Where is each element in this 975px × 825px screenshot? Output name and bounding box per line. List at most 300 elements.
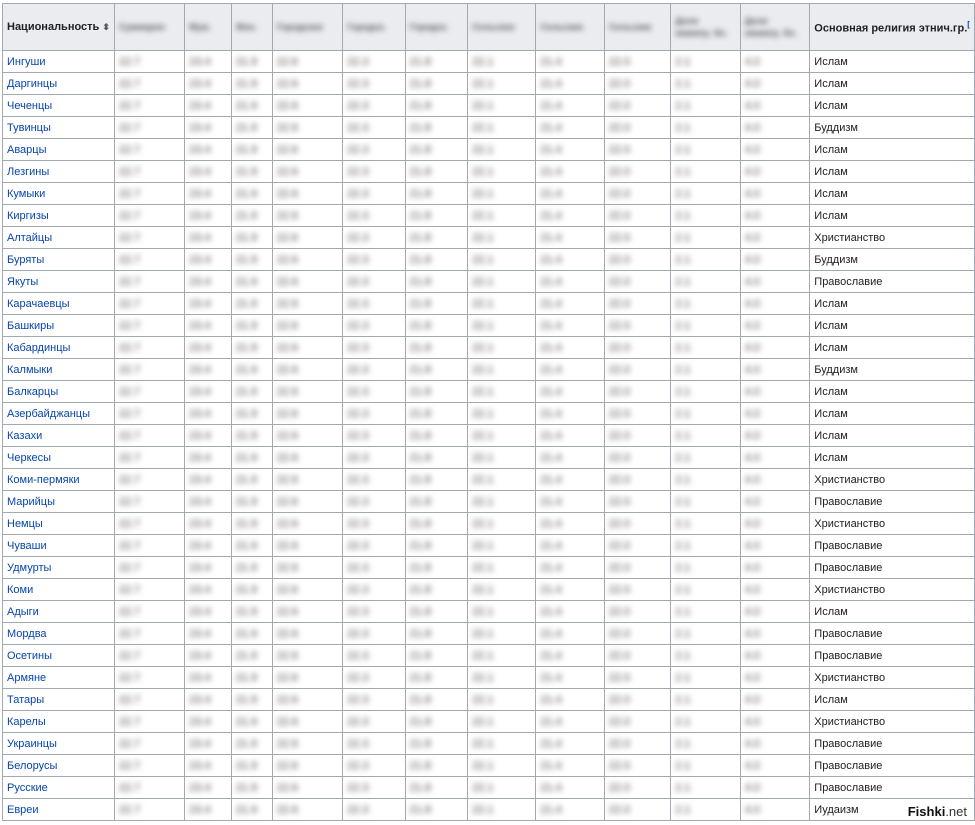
nationality-cell [3,271,115,293]
blurred-cell: 21.8 [405,337,467,359]
blurred-cell: 22.6 [272,205,342,227]
nationality-cell [3,293,115,315]
blurred-cell: 22.7 [114,315,184,337]
nationality-link[interactable]: Марийцы [7,495,56,508]
table-row [3,95,975,117]
column-header-blurred[interactable] [405,4,467,51]
blurred-cell: 2.1 [671,183,741,205]
blurred-cell: 22.0 [604,733,671,755]
blurred-cell: 4.0 [740,359,810,381]
blurred-cell: 22.6 [272,579,342,601]
nationality-cell [3,447,115,469]
blurred-cell: 22.1 [468,733,536,755]
blurred-cell: 21.9 [231,777,272,799]
blurred-cell: 22.7 [114,73,184,95]
blurred-cell: 22.1 [468,139,536,161]
blurred-cell: 21.9 [231,183,272,205]
blurred-cell: 22.0 [604,689,671,711]
blurred-cell: 22.7 [114,425,184,447]
table-row [3,777,975,799]
blurred-cell: 21.9 [231,711,272,733]
blurred-cell: 22.6 [272,667,342,689]
blurred-cell: 2.1 [671,557,741,579]
blurred-cell: 21.4 [536,205,604,227]
blurred-cell: 23.4 [185,535,231,557]
blurred-cell: 22.6 [272,557,342,579]
nationality-link[interactable]: Чеченцы [7,99,53,112]
blurred-cell: 2.1 [671,271,741,293]
blurred-cell: 22.3 [343,315,405,337]
blurred-cell: 23.4 [185,645,231,667]
blurred-cell: 21.8 [405,513,467,535]
blurred-cell: 22.6 [272,139,342,161]
blurred-cell: 23.4 [185,315,231,337]
nationality-cell [3,579,115,601]
table-row [3,711,975,733]
blurred-cell: 22.6 [272,95,342,117]
blurred-cell: 22.7 [114,557,184,579]
religion-cell: Православие [810,645,975,667]
blurred-cell: 21.9 [231,623,272,645]
blurred-cell: 2.1 [671,293,741,315]
nationality-link[interactable]: Белорусы [7,759,58,772]
nationality-link[interactable]: Ингуши [7,55,46,68]
blurred-cell: 21.4 [536,293,604,315]
blurred-cell: 21.9 [231,403,272,425]
blurred-cell: 21.8 [405,51,467,73]
nationality-cell [3,491,115,513]
blurred-cell: 23.4 [185,293,231,315]
blurred-cell: 22.0 [604,205,671,227]
column-header-blurred[interactable] [740,4,810,51]
blurred-cell: 21.9 [231,381,272,403]
blurred-cell: 22.7 [114,95,184,117]
blurred-cell: 22.6 [272,73,342,95]
nationality-link[interactable]: Коми [7,583,34,596]
column-header-blurred[interactable] [185,4,231,51]
blurred-cell: 22.6 [272,425,342,447]
table-row [3,315,975,337]
blurred-cell: 4.0 [740,799,810,821]
blurred-cell: 2.1 [671,425,741,447]
blurred-cell: 22.1 [468,117,536,139]
blurred-cell: 2.1 [671,95,741,117]
blurred-cell: 21.4 [536,667,604,689]
nationality-cell [3,513,115,535]
footnote-link[interactable]: [ [967,19,970,29]
nationality-link[interactable]: Чуваши [7,539,47,552]
blurred-cell: 21.4 [536,579,604,601]
religion-cell: Ислам [810,293,975,315]
watermark: Fishki.net [907,804,967,819]
blurred-cell: 22.6 [272,645,342,667]
blurred-cell: 22.7 [114,755,184,777]
table-row [3,161,975,183]
blurred-cell: 22.0 [604,73,671,95]
religion-header-label: Основная религия этнич.гр. [814,22,968,35]
blurred-cell: 22.7 [114,469,184,491]
column-header-blurred[interactable] [272,4,342,51]
table-row [3,535,975,557]
religion-cell: Ислам [810,161,975,183]
table-row [3,337,975,359]
blurred-cell: 22.6 [272,293,342,315]
blurred-cell: 23.4 [185,51,231,73]
blurred-cell: 22.6 [272,51,342,73]
blurred-cell: 21.9 [231,513,272,535]
blurred-cell: 22.1 [468,799,536,821]
blurred-cell: 22.6 [272,777,342,799]
blurred-cell: 21.4 [536,227,604,249]
table-row [3,73,975,95]
blurred-cell: 21.4 [536,733,604,755]
blurred-cell: 4.0 [740,381,810,403]
column-header-religion[interactable] [810,4,975,51]
blurred-cell: 21.9 [231,249,272,271]
blurred-cell: 21.4 [536,491,604,513]
blurred-cell: 23.4 [185,469,231,491]
blurred-cell: 2.1 [671,579,741,601]
blurred-cell: 22.3 [343,381,405,403]
blurred-cell: 23.4 [185,183,231,205]
blurred-cell: 22.6 [272,799,342,821]
table-row [3,557,975,579]
blurred-cell: 23.4 [185,359,231,381]
blurred-cell: 22.7 [114,579,184,601]
blurred-cell: 21.4 [536,755,604,777]
table-body [3,51,975,821]
blurred-cell: 22.6 [272,491,342,513]
nationality-cell [3,469,115,491]
blurred-cell: 4.0 [740,733,810,755]
nationality-link[interactable]: Тувинцы [7,121,51,134]
blurred-cell: 2.1 [671,777,741,799]
nationality-link[interactable]: Удмурты [7,561,52,574]
nationality-link[interactable]: Казахи [7,429,43,442]
nationality-cell [3,117,115,139]
blurred-cell: 21.8 [405,117,467,139]
blurred-cell: 22.3 [343,73,405,95]
table-row [3,667,975,689]
blurred-cell: 21.4 [536,315,604,337]
religion-cell: Ислам [810,205,975,227]
sort-icon[interactable]: ⬍ [102,22,110,32]
blurred-cell: 22.1 [468,403,536,425]
blurred-cell: 22.0 [604,491,671,513]
blurred-header-label: Сельские [608,22,652,32]
nationality-link[interactable]: Русские [7,781,48,794]
nationality-link[interactable]: Калмыки [7,363,53,376]
nationality-link[interactable]: Кабардинцы [7,341,71,354]
blurred-cell: 22.3 [343,469,405,491]
blurred-cell: 21.9 [231,667,272,689]
blurred-cell: 21.4 [536,161,604,183]
religion-cell: Ислам [810,403,975,425]
religion-cell: Православие [810,623,975,645]
blurred-cell: 4.0 [740,161,810,183]
blurred-cell: 23.4 [185,601,231,623]
nationality-link[interactable]: Карелы [7,715,46,728]
nationality-cell [3,711,115,733]
blurred-cell: 21.4 [536,51,604,73]
blurred-cell: 21.8 [405,249,467,271]
blurred-cell: 4.0 [740,139,810,161]
nationality-link[interactable]: Коми-пермяки [7,473,80,486]
nationality-cell [3,161,115,183]
blurred-header-label: Доля иммигр. бл. [675,16,728,38]
nationality-link[interactable]: Якуты [7,275,39,288]
nationality-link[interactable]: Осетины [7,649,52,662]
blurred-cell: 21.8 [405,205,467,227]
blurred-cell: 21.8 [405,645,467,667]
blurred-cell: 4.0 [740,205,810,227]
blurred-cell: 23.4 [185,205,231,227]
blurred-cell: 22.1 [468,623,536,645]
religion-cell: Ислам [810,139,975,161]
nationality-cell [3,315,115,337]
blurred-cell: 22.3 [343,293,405,315]
blurred-header-label: Городск. [409,22,449,32]
nationality-link[interactable]: Башкиры [7,319,55,332]
blurred-cell: 22.7 [114,623,184,645]
blurred-cell: 21.8 [405,425,467,447]
blurred-cell: 21.4 [536,359,604,381]
table-row [3,469,975,491]
blurred-cell: 21.9 [231,535,272,557]
table-row [3,623,975,645]
blurred-cell: 21.4 [536,139,604,161]
blurred-cell: 2.1 [671,161,741,183]
blurred-cell: 21.9 [231,293,272,315]
blurred-cell: 22.7 [114,777,184,799]
blurred-cell: 23.4 [185,425,231,447]
nationality-link[interactable]: Аварцы [7,143,47,156]
blurred-cell: 21.4 [536,447,604,469]
blurred-cell: 22.0 [604,359,671,381]
blurred-cell: 21.4 [536,469,604,491]
nationality-link[interactable]: Адыги [7,605,39,618]
blurred-cell: 21.4 [536,337,604,359]
table-row [3,51,975,73]
blurred-cell: 22.3 [343,601,405,623]
blurred-cell: 4.0 [740,271,810,293]
blurred-cell: 21.9 [231,271,272,293]
nationality-link[interactable]: Мордва [7,627,47,640]
nationality-link[interactable]: Карачаевцы [7,297,70,310]
blurred-cell: 22.0 [604,667,671,689]
nationality-link[interactable]: Алтайцы [7,231,53,244]
blurred-cell: 23.4 [185,513,231,535]
religion-cell: Буддизм [810,359,975,381]
nationality-cell [3,183,115,205]
blurred-cell: 2.1 [671,337,741,359]
blurred-cell: 22.6 [272,117,342,139]
blurred-cell: 2.1 [671,73,741,95]
religion-cell: Буддизм [810,249,975,271]
table-row [3,249,975,271]
blurred-cell: 22.1 [468,95,536,117]
blurred-cell: 21.4 [536,623,604,645]
blurred-cell: 4.0 [740,777,810,799]
blurred-cell: 21.8 [405,227,467,249]
blurred-cell: 22.0 [604,337,671,359]
blurred-cell: 21.4 [536,73,604,95]
blurred-cell: 22.0 [604,95,671,117]
blurred-cell: 21.9 [231,601,272,623]
column-header-blurred[interactable] [604,4,671,51]
blurred-cell: 22.0 [604,293,671,315]
blurred-cell: 4.0 [740,755,810,777]
nationality-link[interactable]: Черкесы [7,451,52,464]
blurred-cell: 2.1 [671,513,741,535]
blurred-cell: 21.8 [405,535,467,557]
blurred-cell: 22.1 [468,755,536,777]
blurred-cell: 4.0 [740,403,810,425]
nationality-link[interactable]: Украинцы [7,737,57,750]
blurred-cell: 21.4 [536,777,604,799]
nationality-link[interactable]: Евреи [7,803,39,816]
blurred-cell: 22.6 [272,337,342,359]
blurred-cell: 2.1 [671,755,741,777]
blurred-cell: 22.3 [343,249,405,271]
blurred-cell: 4.0 [740,227,810,249]
nationality-cell [3,139,115,161]
nationality-cell [3,623,115,645]
religion-cell: Ислам [810,51,975,73]
blurred-cell: 2.1 [671,227,741,249]
blurred-cell: 21.8 [405,381,467,403]
blurred-cell: 22.7 [114,447,184,469]
column-header-blurred[interactable] [231,4,272,51]
blurred-cell: 22.0 [604,183,671,205]
blurred-cell: 22.0 [604,601,671,623]
blurred-cell: 23.4 [185,711,231,733]
column-header-nationality[interactable]: Национальность ⬍ [3,4,115,51]
nationality-link[interactable]: Буряты [7,253,45,266]
blurred-cell: 23.4 [185,403,231,425]
blurred-cell: 22.3 [343,733,405,755]
table-row [3,139,975,161]
blurred-cell: 21.9 [231,491,272,513]
table-row [3,513,975,535]
blurred-cell: 22.3 [343,689,405,711]
blurred-cell: 21.9 [231,799,272,821]
blurred-cell: 22.1 [468,51,536,73]
religion-cell: Ислам [810,337,975,359]
blurred-cell: 21.8 [405,799,467,821]
blurred-cell: 2.1 [671,645,741,667]
blurred-cell: 21.8 [405,95,467,117]
blurred-cell: 22.3 [343,227,405,249]
blurred-cell: 22.1 [468,689,536,711]
blurred-cell: 22.6 [272,623,342,645]
nationality-link[interactable]: Азербайджанцы [7,407,90,420]
blurred-cell: 22.3 [343,51,405,73]
blurred-cell: 4.0 [740,249,810,271]
blurred-cell: 21.4 [536,271,604,293]
column-header-blurred[interactable] [671,4,741,51]
religion-cell: Ислам [810,73,975,95]
religion-cell: Ислам [810,183,975,205]
nationality-cell [3,95,115,117]
nationality-link[interactable]: Лезгины [7,165,50,178]
blurred-cell: 22.0 [604,513,671,535]
religion-cell: Христианство [810,711,975,733]
blurred-cell: 4.0 [740,183,810,205]
nationality-cell [3,205,115,227]
blurred-cell: 22.7 [114,491,184,513]
blurred-cell: 21.8 [405,469,467,491]
blurred-cell: 22.1 [468,557,536,579]
religion-cell: Христианство [810,469,975,491]
blurred-cell: 2.1 [671,711,741,733]
blurred-cell: 4.0 [740,557,810,579]
blurred-cell: 21.9 [231,359,272,381]
blurred-cell: 2.1 [671,315,741,337]
blurred-cell: 23.4 [185,755,231,777]
blurred-cell: 22.3 [343,557,405,579]
blurred-cell: 22.1 [468,579,536,601]
blurred-cell: 21.9 [231,117,272,139]
blurred-cell: 21.8 [405,73,467,95]
nationality-link[interactable]: Армяне [7,671,47,684]
blurred-cell: 21.9 [231,227,272,249]
blurred-cell: 2.1 [671,117,741,139]
nationality-link[interactable]: Даргинцы [7,77,58,90]
blurred-cell: 22.7 [114,249,184,271]
nationality-cell [3,755,115,777]
blurred-cell: 22.0 [604,271,671,293]
religion-cell: Иудаизм [810,799,975,821]
nationality-link[interactable]: Татары [7,693,45,706]
column-header-blurred[interactable] [536,4,604,51]
blurred-cell: 23.4 [185,337,231,359]
blurred-cell: 22.0 [604,623,671,645]
religion-cell: Христианство [810,227,975,249]
column-header-blurred[interactable] [343,4,405,51]
blurred-cell: 21.8 [405,491,467,513]
blurred-header-label: Сельские [540,22,584,32]
blurred-cell: 21.4 [536,799,604,821]
column-header-blurred[interactable] [468,4,536,51]
ethnic-groups-table [2,3,975,821]
blurred-cell: 22.6 [272,733,342,755]
nationality-link[interactable]: Киргизы [7,209,49,222]
blurred-cell: 21.9 [231,469,272,491]
nationality-link[interactable]: Кумыки [7,187,46,200]
blurred-cell: 22.3 [343,667,405,689]
religion-cell: Православие [810,557,975,579]
blurred-cell: 22.1 [468,359,536,381]
blurred-cell: 21.9 [231,557,272,579]
nationality-link[interactable]: Немцы [7,517,43,530]
table-row [3,755,975,777]
nationality-cell [3,403,115,425]
nationality-cell [3,337,115,359]
blurred-cell: 22.6 [272,161,342,183]
blurred-cell: 22.6 [272,535,342,557]
religion-cell: Ислам [810,315,975,337]
blurred-cell: 22.0 [604,51,671,73]
blurred-cell: 22.1 [468,205,536,227]
column-header-blurred[interactable] [114,4,184,51]
religion-cell: Ислам [810,689,975,711]
blurred-cell: 22.1 [468,271,536,293]
blurred-cell: 22.1 [468,227,536,249]
nationality-link[interactable]: Балкарцы [7,385,59,398]
table-row [3,425,975,447]
blurred-cell: 22.7 [114,51,184,73]
